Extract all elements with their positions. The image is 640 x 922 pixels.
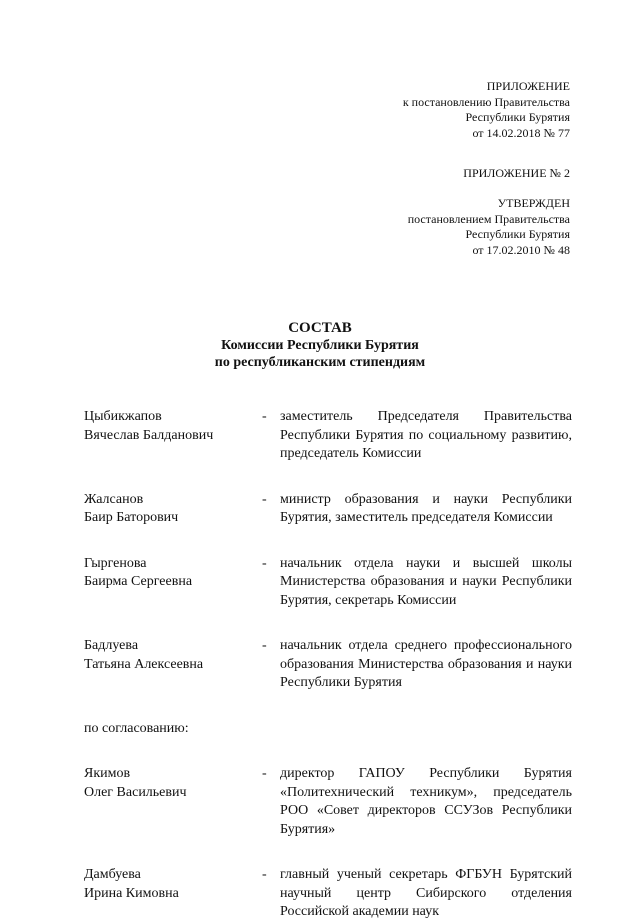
member-role: начальник отдела науки и высшей школы Министерства образования и науки Республики Бурятия, секретарь Комиссии: [280, 555, 572, 608]
member-role: начальник отдела среднего профессионального образования Министерства образования и науки Республики Бурятия: [280, 638, 572, 690]
approval-title: УТВЕРЖДЕН: [497, 196, 570, 210]
member-name: [84, 637, 262, 693]
approval-block: [408, 196, 570, 258]
member-name: [84, 765, 262, 839]
heading-subtitle: по республиканским стипендиям: [214, 355, 426, 370]
member-role: заместитель Председателя Правительства Республики Бурятия по социальному развитию, председатель Комиссии: [280, 409, 572, 461]
member-entry: [84, 637, 572, 693]
member-entry: [84, 555, 572, 611]
dash-separator: -: [262, 491, 267, 507]
members-list: [84, 408, 572, 922]
dash-separator: -: [262, 867, 267, 882]
appendix-title: ПРИЛОЖЕНИЕ: [486, 79, 570, 93]
member-role: главный ученый секретарь ФГБУН Бурятский научный центр Сибирского отделения Российской академии наук: [280, 867, 572, 919]
heading-subtitle: Комиссии Республики Бурятия: [221, 338, 419, 353]
member-entry: [84, 765, 572, 839]
member-surname: Гыргенова: [84, 555, 147, 571]
approval-date: от 17.02.2010 № 48: [472, 242, 570, 257]
member-name: [84, 408, 262, 464]
member-name: [84, 491, 262, 528]
appendix-header-1: [403, 79, 570, 141]
member-entry: [84, 491, 572, 528]
member-given-name: Татьяна Алексеевна: [84, 656, 204, 672]
dash-separator: -: [262, 766, 267, 781]
member-name: [84, 555, 262, 611]
member-surname: Бадлуева: [84, 638, 139, 653]
member-name: [84, 866, 262, 922]
member-role: директор ГАПОУ Республики Бурятия «Политехнический техникум», председатель РОО «Совет директоров ССУЗов Республики Бурятия»: [280, 766, 572, 837]
member-given-name: Баирма Сергеевна: [84, 574, 193, 589]
member-entry: [84, 408, 572, 464]
dash-separator: -: [262, 555, 267, 571]
document-heading: [0, 320, 640, 371]
approval-line: Республики Бурятия: [465, 227, 570, 241]
member-entry: [84, 866, 572, 922]
member-given-name: Вячеслав Балданович: [84, 427, 214, 443]
member-surname: Якимов: [84, 766, 131, 781]
member-surname: Дамбуева: [84, 867, 141, 882]
member-given-name: Олег Васильевич: [84, 784, 187, 800]
dash-separator: -: [262, 409, 267, 424]
dash-separator: -: [262, 638, 267, 653]
appendix-header-2: [463, 166, 570, 182]
appendix-line: к постановлению Правительства: [402, 94, 570, 109]
member-given-name: Ирина Кимовна: [84, 885, 179, 901]
appendix-line: Республики Бурятия: [465, 110, 570, 124]
member-role: министр образования и науки Республики Бурятия, заместитель председателя Комиссии: [280, 491, 572, 525]
member-surname: Жалсанов: [84, 491, 144, 507]
appendix-title: ПРИЛОЖЕНИЕ № 2: [463, 166, 570, 180]
agreement-label: по согласованию:: [84, 720, 189, 736]
member-given-name: Баир Баторович: [84, 510, 179, 525]
member-surname: Цыбикжапов: [84, 409, 162, 424]
appendix-date: от 14.02.2018 № 77: [472, 125, 570, 140]
approval-line: постановлением Правительства: [407, 211, 570, 226]
heading-title: СОСТАВ: [288, 320, 352, 336]
